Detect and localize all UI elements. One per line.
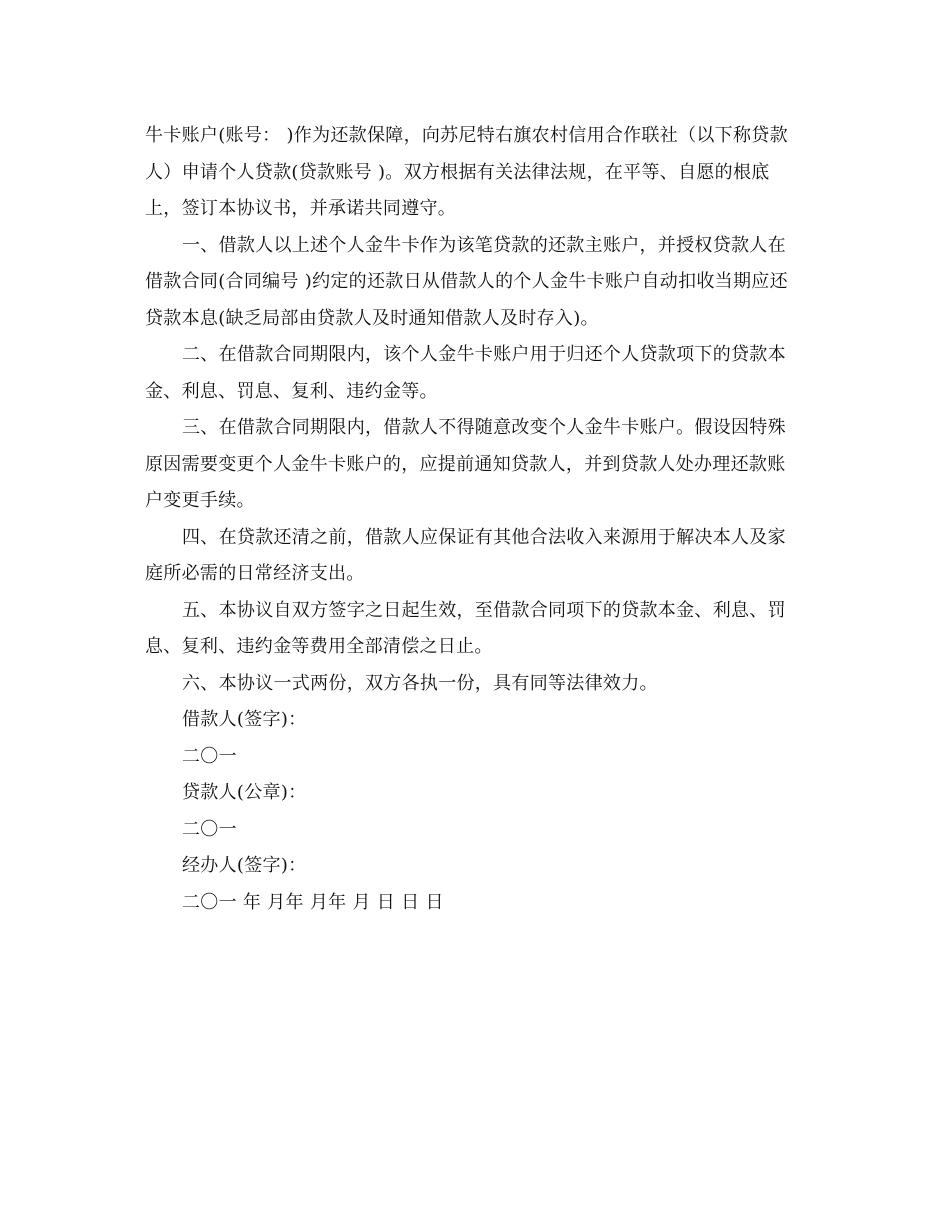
intro-line: 上，签订本协议书，并承诺共同遵守。 — [145, 198, 457, 219]
lender-seal-date: 二〇一 — [182, 818, 237, 840]
intro-line: 人）申请个人贷款(贷款账号 )。双方根据有关法律法规，在平等、自愿的根底 — [145, 161, 770, 183]
borrower-signature-date: 二〇一 — [182, 745, 237, 767]
agreement-body — [145, 118, 810, 921]
clause-3-line: 原因需要变更个人金牛卡账户的，应提前通知贷款人，并到贷款人处办理还款账 — [145, 453, 786, 475]
lender-seal-label: 贷款人(公章)： — [182, 782, 307, 803]
handler-signature-date: 二〇一 年 月年 月年 月 日 日 日 — [182, 891, 444, 913]
clause-4-line: 四、在贷款还清之前，借款人应保证有其他合法收入来源用于解决本人及家 — [182, 526, 786, 548]
clause-6-line: 六、本协议一式两份，双方各执一份，具有同等法律效力。 — [182, 672, 658, 694]
clause-1-line: 一、借款人以上述个人金牛卡作为该笔贷款的还款主账户，并授权贷款人在 — [182, 234, 786, 256]
handler-signature-label: 经办人(签字)： — [182, 855, 307, 876]
intro-line: 牛卡账户(账号： )作为还款保障，向苏尼特右旗农村信用合作联社（以下称贷款 — [145, 125, 788, 146]
clause-1-line: 贷款本息(缺乏局部由贷款人及时通知借款人及时存入)。 — [145, 307, 599, 329]
clause-1-line: 借款合同(合同编号 )约定的还款日从借款人的个人金牛卡账户自动扣收当期应还 — [145, 271, 788, 292]
borrower-signature-label: 借款人(签字)： — [182, 709, 307, 730]
clause-2-line: 二、在借款合同期限内，该个人金牛卡账户用于归还个人贷款项下的贷款本 — [182, 344, 786, 365]
clause-4-line: 庭所必需的日常经济支出。 — [145, 563, 365, 584]
clause-5-line: 五、本协议自双方签字之日起生效，至借款合同项下的贷款本金、利息、罚 — [182, 599, 786, 621]
clause-3-line: 三、在借款合同期限内，借款人不得随意改变个人金牛卡账户。假设因特殊 — [182, 417, 786, 438]
clause-3-line: 户变更手续。 — [145, 490, 255, 511]
clause-2-line: 金、利息、罚息、复利、违约金等。 — [145, 380, 438, 402]
clause-5-line: 息、复利、违约金等费用全部清偿之日止。 — [145, 636, 493, 657]
